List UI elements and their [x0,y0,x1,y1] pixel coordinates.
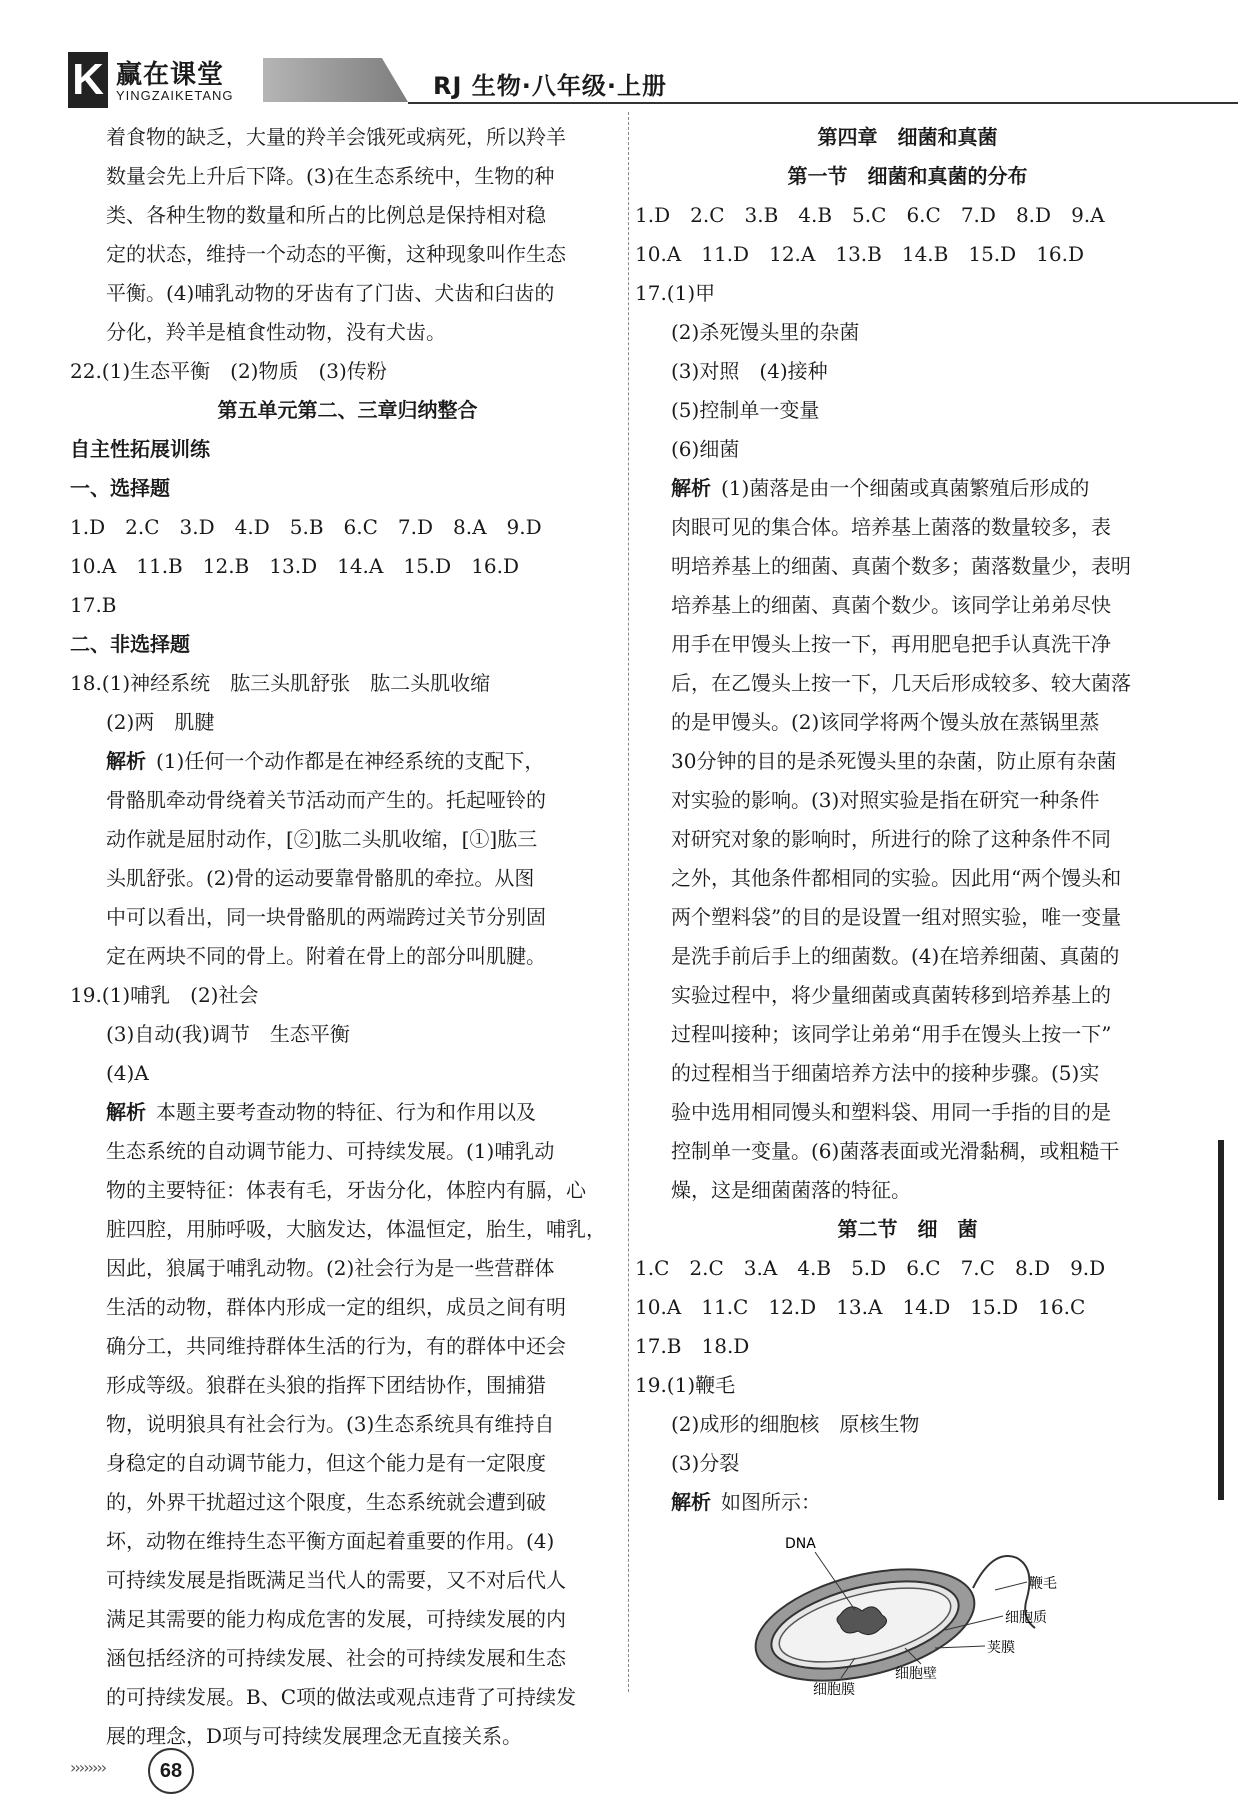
text-line: 的是甲馒头。(2)该同学将两个馒头放在蒸锅里蒸 [671,710,1100,734]
text-line: 的过程相当于细菌培养方法中的接种步骤。(5)实 [671,1061,1100,1085]
arrow-decoration-icon: ›››››››› [70,1758,106,1777]
text-line: 用手在甲馒头上按一下，再用肥皂把手认真洗干净 [671,632,1111,656]
mc-answers: 1.C 2.C 3.A 4.B 5.D 6.C 7.C 8.D 9.D [635,1256,1106,1280]
text-line: 数量会先上升后下降。(3)在生态系统中，生物的种 [106,164,555,188]
text-line: 定在两块不同的骨上。附着在骨上的部分叫肌腱。 [106,944,546,968]
text-line: 确分工，共同维持群体生活的行为，有的群体中还会 [106,1334,566,1358]
text-line: 物的主要特征：体表有毛，牙齿分化，体腔内有膈，心 [106,1178,586,1202]
q18-analysis [70,742,625,976]
text-line: 实验过程中，将少量细菌或真菌转移到培养基上的 [671,983,1111,1007]
q22-answer: 22.(1)生态平衡 (2)物质 (3)传粉 [70,359,387,383]
unit-title: 第五单元第二、三章归纳整合 [217,398,478,422]
q17-analysis [635,469,1180,1210]
label-cell-wall: 细胞壁 [895,1666,937,1682]
q19-analysis [70,1093,625,1756]
q19-answer: (4)A [106,1061,149,1085]
text-line: 的可持续发展。B、C项的做法或观点违背了可持续发 [106,1685,576,1709]
q18-answer: (2)两 肌腱 [106,710,215,734]
text-line: 培养基上的细菌、真菌个数少。该同学让弟弟尽快 [671,593,1111,617]
mc-title: 一、选择题 [70,476,170,500]
text-line: 控制单一变量。(6)菌落表面或光滑黏稠，或粗糙干 [671,1139,1120,1163]
text-line: 形成等级。狼群在头狼的指挥下团结协作，围捕猎 [106,1373,546,1397]
book-title: RJ 生物·八年级·上册 [433,72,667,100]
continued-answer [70,118,625,352]
q19-answer: 19.(1)哺乳 (2)社会 [70,983,259,1007]
q19-answer: (2)成形的细胞核 原核生物 [671,1412,920,1436]
text-line: 满足其需要的能力构成危害的发展，可持续发展的内 [106,1607,566,1631]
mc-answers: 10.A 11.D 12.A 13.B 14.B 15.D 16.D [635,242,1085,266]
text-line: 骨骼肌牵动骨绕着关节活动而产生的。托起哑铃的 [106,788,546,812]
right-column [635,118,1180,1713]
analysis-label: 解析 [671,1490,711,1514]
header-band [263,58,408,102]
text-line: 因此，狼属于哺乳动物。(2)社会行为是一些营群体 [106,1256,555,1280]
text-line: 后，在乙馒头上按一下，几天后形成较多、较大菌落 [671,671,1131,695]
logo: K [68,52,108,108]
text-line: 头肌舒张。(2)骨的运动要靠骨骼肌的牵拉。从图 [106,866,535,890]
text-line: 坏，动物在维持生态平衡方面起着重要的作用。(4) [106,1529,555,1553]
text-line: 分化，羚羊是植食性动物，没有犬齿。 [106,320,446,344]
q18-answer: 18.(1)神经系统 肱三头肌舒张 肱二头肌收缩 [70,671,491,695]
q19-answer: 19.(1)鞭毛 [635,1373,736,1397]
mc-answers: 10.A 11.B 12.B 13.D 14.A 15.D 16.D [70,554,520,578]
text-line: 类、各种生物的数量和所占的比例总是保持相对稳 [106,203,546,227]
text-line: 对研究对象的影响时，所进行的除了这种条件不同 [671,827,1111,851]
text-line: 燥，这是细菌菌落的特征。 [671,1178,911,1202]
text-line: 之外，其他条件都相同的实验。因此用“两个馒头和 [671,866,1122,890]
q19-answer: (3)分裂 [671,1451,740,1475]
nonmc-title: 二、非选择题 [70,632,190,656]
brand-name: 赢在课堂 [116,60,225,90]
analysis-label: 解析 [671,476,711,500]
label-dna: DNA [785,1536,816,1552]
text-line: 肉眼可见的集合体。培养基上菌落的数量较多，表 [671,515,1111,539]
text-line: 涵包括经济的可持续发展、社会的可持续发展和生态 [106,1646,566,1670]
q17-answer: (2)杀死馒头里的杂菌 [671,320,860,344]
mc-answers: 1.D 2.C 3.D 4.D 5.B 6.C 7.D 8.A 9.D [70,515,542,539]
text-line: 明培养基上的细菌、真菌个数多；菌落数量少，表明 [671,554,1131,578]
column-divider [628,112,629,1692]
bacterium-diagram [745,1530,1075,1700]
bacterium-cell [745,1549,1035,1700]
mc-answers: 17.B 18.D [635,1334,750,1358]
text-line: (1)任何一个动作都是在神经系统的支配下， [156,749,545,773]
text-line: (1)菌落是由一个细菌或真菌繁殖后形成的 [721,476,1090,500]
q17-answer: (3)对照 (4)接种 [671,359,828,383]
q19-answer: (3)自动(我)调节 生态平衡 [106,1022,350,1046]
mc-answers: 17.B [70,593,117,617]
text-line: 两个塑料袋”的目的是设置一组对照实验，唯一变量 [671,905,1122,929]
label-flagellum: 鞭毛 [1029,1576,1057,1592]
text-line: 物，说明狼具有社会行为。(3)生态系统具有维持自 [106,1412,555,1436]
text-line: 本题主要考查动物的特征、行为和作用以及 [156,1100,536,1124]
text-line: 生态系统的自动调节能力、可持续发展。(1)哺乳动 [106,1139,555,1163]
text-line: 过程叫接种；该同学让弟弟“用手在馒头上按一下” [671,1022,1112,1046]
mc-answers: 1.D 2.C 3.B 4.B 5.C 6.C 7.D 8.D 9.A [635,203,1105,227]
section2-title: 第二节 细 菌 [837,1217,978,1241]
text-line: 如图所示： [721,1490,821,1514]
text-line: 生活的动物，群体内形成一定的组织，成员之间有明 [106,1295,566,1319]
text-line: 可持续发展是指既满足当代人的需要，又不对后代人 [106,1568,566,1592]
text-line: 的，外界干扰超过这个限度，生态系统就会遭到破 [106,1490,546,1514]
analysis-label: 解析 [106,1100,146,1124]
page-number: 68 [148,1748,194,1794]
chapter-title: 第四章 细菌和真菌 [817,125,998,149]
label-capsule: 荚膜 [987,1640,1015,1656]
text-line: 定的状态，维持一个动态的平衡，这种现象叫作生态 [106,242,566,266]
analysis-label: 解析 [106,749,146,773]
text-line: 展的理念，D项与可持续发展理念无直接关系。 [106,1724,523,1748]
text-line: 动作就是屈肘动作，[②]肱二头肌收缩，[①]肱三 [106,827,538,851]
text-line: 着食物的缺乏，大量的羚羊会饿死或病死，所以羚羊 [106,125,566,149]
leader-line [995,1582,1027,1590]
mc-answers: 10.A 11.C 12.D 13.A 14.D 15.D 16.C [635,1295,1086,1319]
text-line: 验中选用相同馒头和塑料袋、用同一手指的目的是 [671,1100,1111,1124]
q17-answer: 17.(1)甲 [635,281,716,305]
text-line: 是洗手前后手上的细菌数。(4)在培养细菌、真菌的 [671,944,1120,968]
training-title: 自主性拓展训练 [70,437,210,461]
page-footer [70,1748,200,1790]
q17-answer: (5)控制单一变量 [671,398,820,422]
header-rule [408,102,1238,104]
left-column [70,118,625,1756]
text-line: 身稳定的自动调节能力，但这个能力是有一定限度 [106,1451,546,1475]
label-cell-membrane: 细胞膜 [813,1682,855,1698]
text-line: 30分钟的目的是杀死馒头里的杂菌，防止原有杂菌 [671,749,1117,773]
page-edge-bar [1218,1140,1224,1500]
brand-pinyin: YINGZAIKETANG [116,88,234,103]
text-line: 对实验的影响。(3)对照实验是指在研究一种条件 [671,788,1100,812]
text-line: 中可以看出，同一块骨骼肌的两端跨过关节分别固 [106,905,546,929]
q17-answer: (6)细菌 [671,437,740,461]
text-line: 平衡。(4)哺乳动物的牙齿有了门齿、犬齿和臼齿的 [106,281,555,305]
section1-title: 第一节 细菌和真菌的分布 [787,164,1028,188]
dna-shape [837,1607,887,1635]
page-header [68,52,1178,118]
text-line: 脏四腔，用肺呼吸，大脑发达，体温恒定，胎生，哺乳， [106,1217,606,1241]
label-cytoplasm: 细胞质 [1005,1610,1047,1626]
